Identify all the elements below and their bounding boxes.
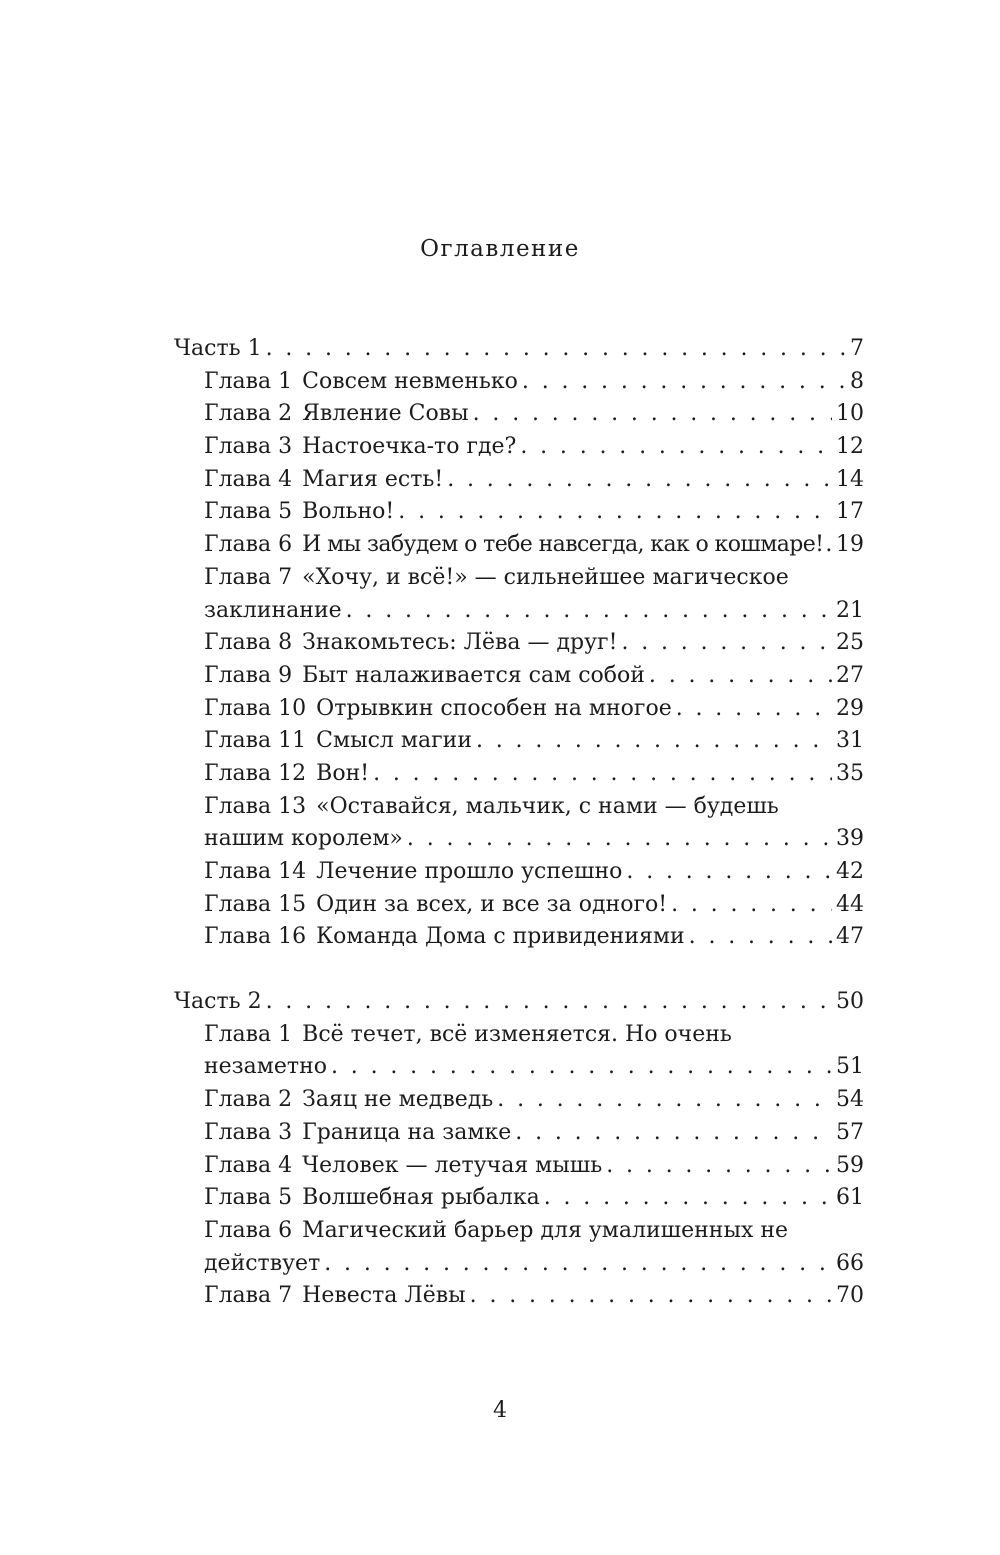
chapter-title: «Оставайся, мальчик, с нами — будешь bbox=[316, 793, 779, 819]
chapter-number: Глава 1 bbox=[204, 368, 293, 394]
toc-entry[interactable] bbox=[174, 889, 864, 922]
chapter-title: Быт налаживается сам собой bbox=[302, 662, 645, 688]
page-ref: 25 bbox=[836, 630, 864, 656]
chapter-title: Совсем невменько bbox=[302, 368, 518, 394]
chapter-number: Глава 6 bbox=[204, 1217, 293, 1243]
toc-entry[interactable] bbox=[174, 1280, 864, 1313]
chapter-title: Магический барьер для умалишенных не bbox=[302, 1217, 789, 1243]
dot-leader bbox=[626, 856, 832, 889]
dot-leader bbox=[331, 1051, 832, 1084]
page-ref: 8 bbox=[850, 368, 864, 394]
dot-leader bbox=[544, 1182, 832, 1215]
chapter-title: Явление Совы bbox=[302, 401, 469, 427]
chapter-title: Вольно! bbox=[302, 499, 395, 525]
chapter-title-continuation: нашим королем» bbox=[204, 826, 403, 852]
page-ref: 12 bbox=[836, 434, 864, 460]
page-ref: 17 bbox=[836, 499, 864, 525]
section-gap bbox=[174, 954, 864, 986]
chapter-title: Настоечка-то где? bbox=[302, 434, 517, 460]
dot-leader bbox=[606, 1150, 832, 1183]
page-ref: 54 bbox=[836, 1087, 864, 1113]
dot-leader bbox=[689, 921, 832, 954]
chapter-title: Вон! bbox=[316, 760, 370, 786]
toc-entry[interactable] bbox=[174, 562, 864, 595]
dot-leader bbox=[825, 529, 834, 562]
chapter-title: Заяц не медведь bbox=[302, 1087, 494, 1113]
page-ref: 59 bbox=[836, 1152, 864, 1178]
chapter-number: Глава 1 bbox=[204, 1021, 293, 1047]
toc-entry[interactable] bbox=[174, 1019, 864, 1052]
chapter-number: Глава 12 bbox=[204, 760, 307, 786]
toc-entry[interactable] bbox=[174, 693, 864, 726]
chapter-number: Глава 14 bbox=[204, 859, 307, 884]
dot-leader bbox=[497, 1084, 832, 1117]
page-ref: 10 bbox=[836, 401, 864, 427]
toc-entry-continuation[interactable] bbox=[174, 823, 864, 856]
dot-leader bbox=[346, 595, 832, 628]
page-ref: 44 bbox=[836, 891, 864, 917]
toc-entry[interactable] bbox=[174, 856, 864, 889]
toc-entry-continuation[interactable] bbox=[174, 595, 864, 628]
page-ref: 29 bbox=[836, 695, 864, 721]
toc-entry[interactable] bbox=[174, 1215, 864, 1248]
toc-entry-continuation[interactable] bbox=[174, 1051, 864, 1084]
chapter-number: Глава 16 bbox=[204, 924, 307, 950]
toc-entry[interactable] bbox=[174, 921, 864, 954]
toc-entry[interactable] bbox=[174, 431, 864, 464]
page-ref: 42 bbox=[836, 859, 864, 884]
chapter-number: Глава 11 bbox=[204, 728, 307, 754]
dot-leader bbox=[398, 496, 832, 529]
toc-entry[interactable] bbox=[174, 627, 864, 660]
toc-entry[interactable] bbox=[174, 660, 864, 693]
dot-leader bbox=[522, 366, 846, 399]
page-number: 4 bbox=[493, 1398, 507, 1423]
chapter-number: Глава 2 bbox=[204, 401, 293, 427]
chapter-number: Глава 6 bbox=[204, 532, 293, 558]
chapter-title: Команда Дома с привидениями bbox=[316, 924, 685, 950]
page-ref: 66 bbox=[836, 1250, 864, 1276]
part-label: Часть 2 bbox=[174, 989, 262, 1015]
toc-entry[interactable] bbox=[174, 1150, 864, 1183]
chapter-number: Глава 7 bbox=[204, 1283, 293, 1309]
page-ref: 7 bbox=[850, 336, 864, 361]
chapter-number: Глава 3 bbox=[204, 1119, 293, 1145]
page-title: Оглавление bbox=[420, 236, 580, 262]
page-ref: 35 bbox=[836, 760, 864, 786]
chapter-title-continuation: действует bbox=[204, 1250, 321, 1276]
dot-leader bbox=[520, 431, 832, 464]
chapter-title: «Хочу, и всё!» — сильнейшее магическое bbox=[302, 564, 789, 590]
chapter-title: Волшебная рыбалка bbox=[302, 1185, 540, 1211]
chapter-number: Глава 9 bbox=[204, 662, 293, 688]
page-ref: 47 bbox=[836, 924, 864, 950]
dot-leader bbox=[407, 823, 832, 856]
chapter-number: Глава 10 bbox=[204, 695, 307, 721]
chapter-number: Глава 2 bbox=[204, 1087, 293, 1113]
part-label: Часть 1 bbox=[174, 336, 262, 361]
toc-entry[interactable] bbox=[174, 725, 864, 758]
dot-leader bbox=[515, 1117, 832, 1150]
chapter-title: Магия есть! bbox=[302, 466, 444, 492]
toc-entry-continuation[interactable] bbox=[174, 1248, 864, 1281]
dot-leader bbox=[671, 889, 832, 922]
chapter-title: Смысл магии bbox=[316, 728, 472, 754]
chapter-number: Глава 4 bbox=[204, 466, 293, 492]
chapter-title-continuation: заклинание bbox=[204, 597, 342, 623]
chapter-number: Глава 3 bbox=[204, 434, 293, 460]
chapter-number: Глава 5 bbox=[204, 1185, 293, 1211]
chapter-number: Глава 7 bbox=[204, 564, 293, 590]
dot-leader bbox=[621, 627, 832, 660]
dot-leader bbox=[649, 660, 832, 693]
chapter-title: Граница на замке bbox=[302, 1119, 512, 1145]
dot-leader bbox=[373, 758, 832, 791]
toc-entry[interactable] bbox=[174, 464, 864, 497]
toc-entry[interactable] bbox=[174, 758, 864, 791]
chapter-title: Знакомьтесь: Лёва — друг! bbox=[302, 630, 618, 656]
chapter-number: Глава 5 bbox=[204, 499, 293, 525]
chapter-number: Глава 8 bbox=[204, 630, 293, 656]
page-ref: 39 bbox=[836, 826, 864, 852]
toc-entry[interactable] bbox=[174, 496, 864, 529]
page-ref: 70 bbox=[836, 1283, 864, 1309]
toc-entry[interactable] bbox=[174, 791, 864, 824]
chapter-title: Всё течет, всё изменяется. Но очень bbox=[302, 1021, 732, 1047]
dot-leader bbox=[266, 986, 832, 1019]
page-ref: 51 bbox=[836, 1054, 864, 1080]
page-ref: 50 bbox=[836, 989, 864, 1015]
dot-leader bbox=[470, 1280, 832, 1313]
toc-entry[interactable] bbox=[174, 1084, 864, 1117]
page-ref: 27 bbox=[836, 662, 864, 688]
dot-leader bbox=[676, 693, 832, 726]
chapter-number: Глава 15 bbox=[204, 891, 307, 917]
page-ref: 61 bbox=[836, 1185, 864, 1211]
toc-part-1[interactable] bbox=[174, 333, 864, 366]
chapter-number: Глава 13 bbox=[204, 793, 307, 819]
chapter-title: И мы забудем о тебе навсегда, как о кошмаре! bbox=[302, 532, 824, 558]
chapter-title: Отрывкин способен на многое bbox=[316, 695, 672, 721]
page-ref: 14 bbox=[836, 466, 864, 492]
page-ref: 31 bbox=[836, 728, 864, 754]
chapter-number: Глава 4 bbox=[204, 1152, 293, 1178]
toc-entry[interactable] bbox=[174, 366, 864, 399]
dot-leader bbox=[473, 398, 832, 431]
page-ref: 21 bbox=[836, 597, 864, 623]
dot-leader bbox=[447, 464, 832, 497]
dot-leader bbox=[266, 333, 846, 366]
dot-leader bbox=[324, 1248, 832, 1281]
chapter-title-continuation: незаметно bbox=[204, 1054, 328, 1080]
toc-part-2[interactable] bbox=[174, 986, 864, 1019]
chapter-title: Один за всех, и все за одного! bbox=[316, 891, 668, 917]
toc-entry[interactable] bbox=[174, 1117, 864, 1150]
page-ref: 19 bbox=[836, 532, 864, 558]
chapter-title: Человек — летучая мышь bbox=[302, 1152, 603, 1178]
chapter-title: Лечение прошло успешно bbox=[316, 859, 623, 884]
toc-entry[interactable] bbox=[174, 398, 864, 431]
toc-entry[interactable] bbox=[174, 529, 864, 562]
toc-entry[interactable] bbox=[174, 1182, 864, 1215]
dot-leader bbox=[476, 725, 832, 758]
chapter-title: Невеста Лёвы bbox=[302, 1283, 466, 1309]
page-ref: 57 bbox=[836, 1119, 864, 1145]
table-of-contents bbox=[174, 333, 864, 1313]
